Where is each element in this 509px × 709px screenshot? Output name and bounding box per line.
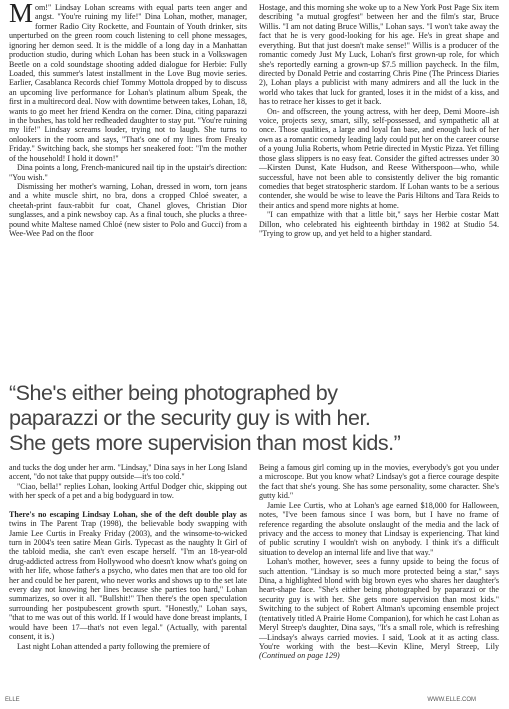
footer-magazine-name: ELLE bbox=[5, 697, 20, 703]
footer-website: WWW.ELLE.COM bbox=[427, 697, 476, 703]
paragraph: "I can empathize with that a little bit," says her Herbie costar Matt Dillon, who celebrated his eighteenth birthday in 1982 at Studio 54. "Trying to grow up, and yet held to a higher standard. bbox=[259, 210, 499, 239]
paragraph: Dismissing her mother's warning, Lohan, dressed in worn, torn jeans and a white muscle shirt, no bra, dons a cropped Chloé sweater, a cheetah-print faux-rabbit fur coat, Chanel gloves, Christian Dior sunglasses, and a pink newsboy cap. As a final touch, she plucks a three-pound white Maltese named Chloé (new sister to Polo and Gucci) from a Wee-Wee Pad on the floor bbox=[9, 182, 247, 239]
article-column-2 bbox=[259, 3, 499, 239]
pull-quote-line: She gets more supervision than most kids.” bbox=[9, 431, 401, 455]
paragraph: "Ciao, bella!" replies Lohan, looking Artful Dodger chic, skipping out with her speck of a pet and a big bodyguard in tow. bbox=[9, 481, 247, 501]
pull-quote-line: “She's either being photographed by bbox=[9, 381, 338, 405]
pull-quote-line: paparazzi or the security guy is with her. bbox=[9, 406, 371, 430]
paragraph-text: om!" Lindsay Lohan screams with equal parts teen anger and angst. "You're ruining my life!" Dina Lohan, mother, manager, former Radio City Rockette, and Fountain of Youth drinker, sits unperturbed on the green room couch listening to cell phone messages, ignoring her demon seed. It is the middle of a long day in a Manhattan production studio, during which Lohan has been stuck in a Volkswagen Beetle on a cold soundstage shooting added dialogue for Herbie: Fully Loaded, this summer's latest installment in the Love Bug movie series. Earlier, Casablanca Records chief Tommy Mottola dropped by to discuss an upcoming live performance for Lohan's platinum album Speak, the first in a multirecord deal. Now with downtime between takes, Lohan, 18, wants to go meet her friend Kendra on the corner. Dina, citing paparazzi in the bushes, has told her redheaded daughter to stay put. "You're ruining my life!" Lindsay screams louder, trying not to laugh. She turns to onlookers in the room and says, "That's one of my lines from Freaky Friday." Switching back, she stomps her sneakered foot: "I'm the mother of the household! I hold it down!" bbox=[9, 3, 247, 163]
paragraph-text: twins in The Parent Trap (1998), the believable body swapping with Jamie Lee Curtis in Freaky Friday (2003), and the winsome-to-wicked turn in 2004's teen satire Mean Girls. Typecast as the naughty It Girl of the tabloid media, she can't even escape herself. "I'm an 18-year-old drug-addicted actress from Hollywood who doesn't know what's going on with her life, whose father's a psycho, who dates men that are too old for her and could be her parent, who never works and shows up to the set late every day not knowing her lines because she parties too hard," Lohan summarizes, so over it all. "Bullshit!" Then there's the open speculation surrounding her postpubescent growth spurt. "Honestly," Lohan says, "that to me was out of this world. If I would have done breast implants, I would have been 17—that's not even legal." (Actually, with parental consent, it is.) bbox=[9, 519, 247, 642]
article-column-3 bbox=[9, 463, 247, 651]
paragraph: Last night Lohan attended a party following the premiere of bbox=[17, 641, 210, 651]
paragraph bbox=[9, 0, 247, 163]
paragraph bbox=[259, 557, 499, 661]
paragraph-text: Lohan's mother, however, sees a funny upside to being the focus of such attention. "Lindsay is so much more protected being a star," says Dina, a highlighted blond with big brown eyes who shares her daughter's heart-shape face. "She's either being photographed by paparazzi or the security guy is with her. She gets more supervision than most kids." Switching to the subject of Robert Altman's upcoming ensemble project (tentatively titled A Prairie Home Companion), for which he cast Lohan as Meryl Streep's daughter, Dina says, "It's a small role, which is refreshing—Lindsay's always carried movies. I said, 'Look at it as acting class. You're working with the best—Kevin Kline, Meryl Streep, Lily bbox=[259, 557, 500, 652]
paragraph: Hostage, and this morning she woke up to a New York Post Page Six item describing "a mutual grogfest" between her and the film's star, Bruce Willis. "I am not dating Bruce Willis," Lohan says. "I won't take away the fact that he is very good-looking for his age. He's in great shape and everything. But that just doesn't make sense!" Willis is a producer of the romantic comedy Just My Luck, Lohan's first grown-up role, for which she's reportedly earning a grown-up $7.5 million paycheck. In the film, directed by Donald Petrie and costarring Chris Pine (The Princess Diaries 2), Lohan plays a publicist with many admirers and all the luck in the world who takes that luck for granted, loses it in the midst of a kiss, and has to retrace her kisses to get it back. bbox=[259, 3, 499, 107]
drop-cap: M bbox=[9, 0, 34, 28]
paragraph: Jamie Lee Curtis, who at Lohan's age earned $18,000 for Halloween, notes, "I've been famous since I was born, but I have no frame of reference regarding the absolute onslaught of the media and the lack of privacy and the access to money that Lindsay is experiencing. That kind of public scrutiny I wouldn't wish on anybody. I think it's a difficult situation to develop an internal life and live that way." bbox=[259, 500, 499, 557]
paragraph: On- and offscreen, the young actress, with her deep, Demi Moore–ish voice, projects sexy, smart, silly, self-possessed, and sympathetic all at once. Those qualities, a large and loyal fan base, and enough luck of her own as a romantic comedy leading lady could put her on the career course of a young Julia Roberts, whom Petrie directed in Mystic Pizza. Yet filling those glass slippers is no easy feat. Consider the gifted actresses under 30—Kirsten Dunst, Kate Hudson, and Reese Witherspoon—who, while successful, have not been able to consistently deliver the big romantic comedies that beget stratospheric stardom. If Lohan wants to be a serious contender, she would be wise to leave the Paris Hiltons and Tara Reids to their antics and spend more nights at home. bbox=[259, 106, 499, 210]
paragraph: Dina points a long, French-manicured nail tip in the upstair's direction: "You wish." bbox=[9, 163, 247, 182]
paragraph bbox=[9, 510, 247, 642]
article-column-4 bbox=[259, 463, 499, 661]
pull-quote bbox=[9, 381, 501, 456]
article-column-1 bbox=[9, 0, 247, 239]
paragraph: and tucks the dog under her arm. "Lindsay," Dina says in her Long Island accent, "do not take that puppy outside—it's too cold." bbox=[9, 463, 247, 482]
continued-note: (Continued on page 129) bbox=[259, 651, 340, 661]
run-in-lead: There's no escaping Lindsay Lohan, she of the deft double play as bbox=[9, 509, 247, 519]
paragraph: Being a famous girl coming up in the movies, everybody's got you under a microscope. But you know what? Lindsay's got a fierce courage despite the fact that she's young. She has some personality, some character. She's gutty kid." bbox=[259, 463, 499, 501]
